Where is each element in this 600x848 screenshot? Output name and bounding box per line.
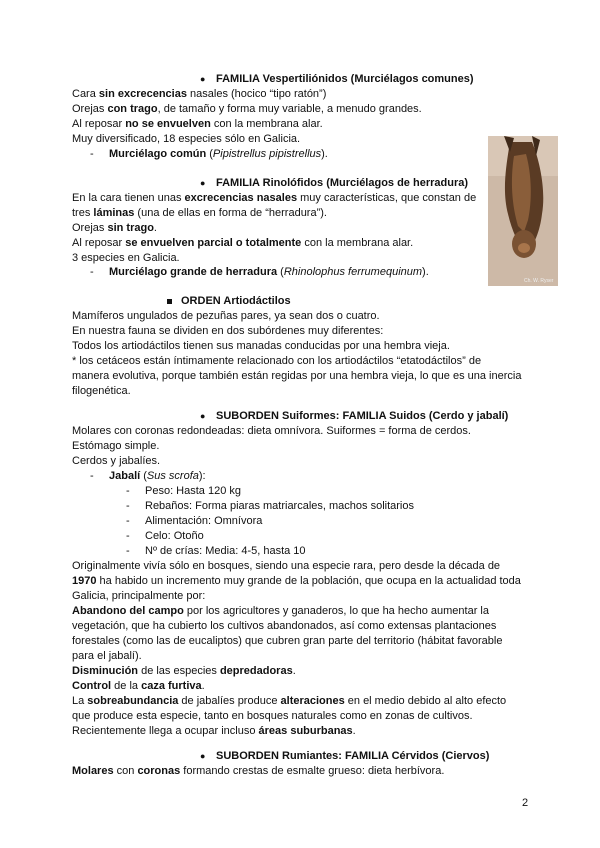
text-line: Galicia, principalmente por: bbox=[72, 590, 206, 602]
heading-vespertilionidos: FAMILIA Vespertiliónidos (Murciélagos comunes) bbox=[216, 73, 474, 85]
text-line: Al reposar se envuelven parcial o totalmente con la membrana alar. bbox=[72, 237, 414, 249]
list-item: Nº de crías: Media: 4-5, hasta 10 bbox=[145, 545, 306, 557]
text-line: Muy diversificado, 18 especies sólo en Galicia. bbox=[72, 133, 301, 145]
text-line: Cerdos y jabalíes. bbox=[72, 455, 161, 467]
text-line: Disminución de las especies depredadoras. bbox=[72, 665, 296, 677]
text-line: Control de la caza furtiva. bbox=[72, 680, 205, 692]
text-line: En nuestra fauna se dividen en dos subórdenes muy diferentes: bbox=[72, 325, 384, 337]
page-number: 2 bbox=[522, 797, 529, 809]
bullet-dot: ● bbox=[200, 751, 206, 761]
list-item: Alimentación: Omnívora bbox=[145, 515, 263, 527]
list-item: Celo: Otoño bbox=[145, 530, 204, 542]
bullet-dot: ● bbox=[200, 74, 206, 84]
text-line: En la cara tienen unas excrecencias nasales muy características, que constan de bbox=[72, 192, 477, 204]
text-line: manera evolutiva, porque también están regidas por una hembra vieja, lo que es una inercia bbox=[72, 370, 522, 382]
heading-artiodactilos: ORDEN Artiodáctilos bbox=[181, 295, 291, 307]
text-line: Cara sin excrecencias nasales (hocico “tipo ratón”) bbox=[72, 88, 327, 100]
heading-rinolofidos: FAMILIA Rinolófidos (Murciélagos de herradura) bbox=[216, 177, 469, 189]
species-jabali: Jabalí (Sus scrofa): bbox=[109, 470, 206, 482]
text-line: Recientemente llega a ocupar incluso áreas suburbanas. bbox=[72, 725, 356, 737]
heading-suiformes: SUBORDEN Suiformes: FAMILIA Suidos (Cerdo y jabalí) bbox=[216, 410, 509, 422]
species-murcielago-comun: Murciélago común (Pipistrellus pipistrellus). bbox=[109, 148, 328, 160]
species-murcielago-herradura: Murciélago grande de herradura (Rhinolophus ferrumequinum). bbox=[109, 266, 429, 278]
photo-caption: Ch. W. Ryser bbox=[524, 278, 554, 284]
text-line: Abandono del campo por los agricultores y ganaderos, lo que ha hecho aumentar la bbox=[72, 605, 489, 617]
list-item: Rebaños: Forma piaras matriarcales, machos solitarios bbox=[145, 500, 414, 512]
text-line: Molares con coronas formando crestas de esmalte grueso: dieta herbívora. bbox=[72, 765, 445, 777]
text-line: Estómago simple. bbox=[72, 440, 160, 452]
text-line: 1970 ha habido un incremento muy grande de la población, que ocupa en la actualidad toda bbox=[72, 575, 521, 587]
text-line: Mamíferos ungulados de pezuñas pares, ya sean dos o cuatro. bbox=[72, 310, 380, 322]
list-item: Peso: Hasta 120 kg bbox=[145, 485, 242, 497]
bullet-dot: ● bbox=[200, 411, 206, 421]
bullet-dot: ● bbox=[200, 178, 206, 188]
bullet-square bbox=[167, 299, 172, 304]
text-line: Orejas sin trago. bbox=[72, 222, 157, 234]
text-line: filogenética. bbox=[72, 385, 131, 397]
text-line: Orejas con trago, de tamaño y forma muy variable, a menudo grandes. bbox=[72, 103, 422, 115]
text-line: Al reposar no se envuelven con la membrana alar. bbox=[72, 118, 323, 130]
text-line: * los cetáceos están íntimamente relacionado con los artiodáctilos “etatodáctilos” de bbox=[72, 355, 482, 367]
text-line: Originalmente vivía sólo en bosques, siendo una especie rara, pero desde la década de bbox=[72, 560, 501, 572]
text-line: Molares con coronas redondeadas: dieta omnívora. Suiformes = forma de cerdos. bbox=[72, 425, 471, 437]
text-line: para el jabalí). bbox=[72, 650, 142, 662]
text-line: La sobreabundancia de jabalíes produce alteraciones en el medio debido al alto efecto bbox=[72, 695, 507, 707]
text-line: forestales (como las de eucaliptos) que cubren gran parte del territorio (hábitat favorable bbox=[72, 635, 503, 647]
heading-rumiantes: SUBORDEN Rumiantes: FAMILIA Cérvidos (Ciervos) bbox=[216, 750, 490, 762]
bat-photo bbox=[488, 136, 558, 286]
text-line: 3 especies en Galicia. bbox=[72, 252, 180, 264]
text-line: que produce esta especie, tanto en bosques naturales como en zonas de cultivos. bbox=[72, 710, 473, 722]
text-line: Todos los artiodáctilos tienen sus manadas conducidas por una hembra vieja. bbox=[72, 340, 450, 352]
text-line: vegetación, que ha cubierto los cultivos abandonados, así como extensas plantaciones bbox=[72, 620, 497, 632]
text-line: tres láminas (una de ellas en forma de “herradura”). bbox=[72, 207, 327, 219]
